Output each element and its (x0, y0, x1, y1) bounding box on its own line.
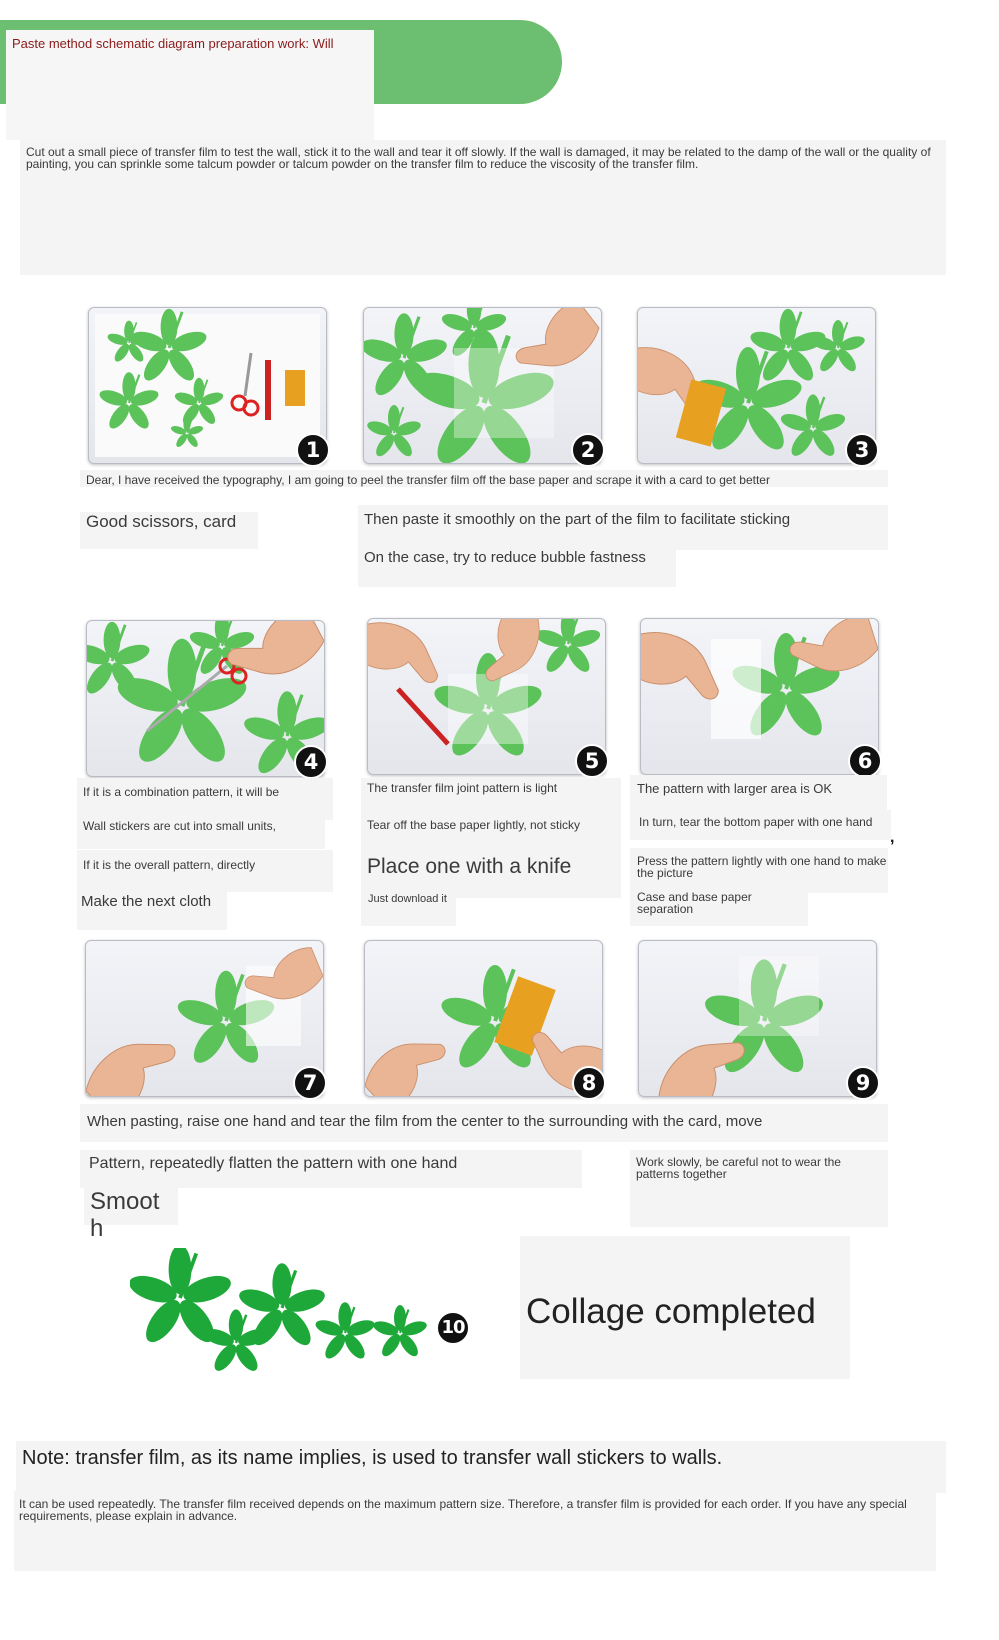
row3-caption-a: Pattern, repeatedly flatten the pattern with one hand (89, 1155, 458, 1172)
row3-caption-b: Work slowly, be careful not to wear the patterns together (636, 1155, 841, 1181)
step-photo-8 (364, 940, 603, 1097)
step-photo-9 (638, 940, 877, 1097)
step-2-illustration (364, 308, 601, 463)
step-7-illustration (86, 941, 323, 1096)
row2-col1-line-2: Wall stickers are cut into small units, (83, 819, 276, 833)
row2-col2-line-4: Just download it (368, 893, 447, 905)
step-3-illustration (638, 308, 875, 463)
step-number-5: 5 (575, 744, 609, 778)
row1-caption-main: Dear, I have received the typography, I am going to peel the transfer film off the base paper and scrape it with a card to get better (86, 473, 770, 487)
step-number-7: 7 (293, 1066, 327, 1100)
step-number-1: 1 (296, 433, 330, 467)
step-number-10: 10 (436, 1311, 470, 1345)
step-number-6: 6 (848, 744, 882, 778)
step-photo-5 (367, 618, 606, 775)
step-photo-4 (86, 620, 325, 777)
row2-col3-line-3: Press the pattern lightly with one hand to make the picture (637, 854, 887, 880)
step-1-illustration (89, 308, 326, 463)
step-number-9: 9 (846, 1066, 880, 1100)
intro-text: Cut out a small piece of transfer film to test the wall, stick it to the wall and tear it off slowly. If the wall is damaged, it may be related to the damp of the wall or the quality of painting, you can sprinkle some talcum powder or talcum powder on the transfer film to reduce the viscosity of the transfer film. (26, 145, 931, 171)
step-photo-1 (88, 307, 327, 464)
row1-caption-b: Then paste it smoothly on the part of the film to facilitate sticking (364, 511, 791, 528)
step-8-illustration (365, 941, 602, 1096)
row3-caption-c: Smooth (90, 1188, 160, 1242)
page-title: Paste method schematic diagram preparation work: Will (12, 36, 334, 51)
row2-col2-line-3: Place one with a knife (367, 855, 572, 878)
step-4-illustration (87, 621, 324, 776)
row1-caption-a: Good scissors, card (86, 512, 237, 531)
row3-caption-main: When pasting, raise one hand and tear the film from the center to the surrounding with the card, move (87, 1113, 763, 1130)
step-number-2: 2 (571, 433, 605, 467)
row2-col3-line-4: Case and base paper separation (637, 890, 752, 916)
row1-caption-c: On the case, try to reduce bubble fastness (364, 549, 646, 566)
row2-col3-line-2: In turn, tear the bottom paper with one hand (639, 815, 873, 829)
note-body: It can be used repeatedly. The transfer film received depends on the maximum pattern size. Therefore, a transfer film is provided for each order. If you have any special requirements, please explain in advance. (19, 1497, 907, 1523)
row2-col1-line-3: If it is the overall pattern, directly (83, 858, 256, 872)
row2-col1-line-1: If it is a combination pattern, it will be (83, 785, 280, 799)
step-photo-2 (363, 307, 602, 464)
step-number-4: 4 (294, 745, 328, 779)
step-number-8: 8 (572, 1066, 606, 1100)
row2-col2-line-1: The transfer film joint pattern is light (367, 781, 558, 795)
step-photo-6 (640, 618, 879, 775)
row2-stray-mark: , (890, 829, 895, 846)
step-9-illustration (639, 941, 876, 1096)
step-5-illustration (368, 619, 605, 774)
row2-col2-line-2: Tear off the base paper lightly, not sticky (367, 818, 581, 832)
note-title: Note: transfer film, as its name implies, is used to transfer wall stickers to walls. (22, 1447, 723, 1469)
completed-collage-illustration (130, 1248, 440, 1378)
row2-col3-line-1: The pattern with larger area is OK (637, 781, 833, 796)
step-photo-7 (85, 940, 324, 1097)
completed-label: Collage completed (526, 1292, 816, 1331)
row2-col1-line-4: Make the next cloth (81, 893, 212, 910)
step-photo-3 (637, 307, 876, 464)
step-number-3: 3 (845, 433, 879, 467)
step-6-illustration (641, 619, 878, 774)
